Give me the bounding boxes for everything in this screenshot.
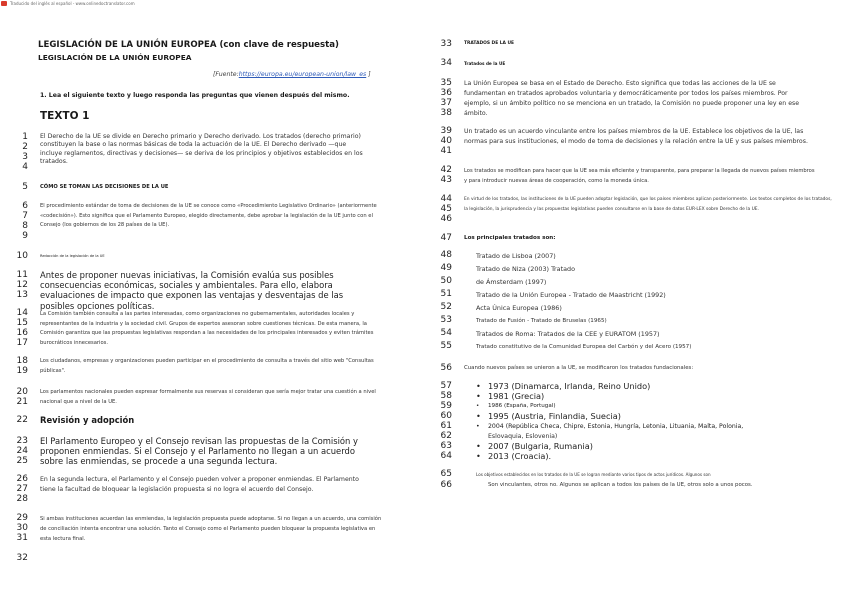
line-number: 16: [16, 328, 28, 338]
line-number: 58: [440, 391, 452, 401]
paragraph-4: La Comisión también consulta a las partes interesadas, como organizaciones no gubernamentales, autoridades locales y representantes de la industria y la sociedad civil. Grupos de expertos asesoran sobre cuestiones técnicas. De esta manera, la Comisión garantiza que las propuestas legislativas respondan a las necesidades de los principales interesados y eviten trámites burocráticos innecesarios.: [40, 311, 374, 346]
line-number: 28: [16, 494, 28, 504]
subsection-heading: Tratados de la UE: [464, 61, 506, 66]
line-number: 56: [440, 363, 452, 373]
line-number: 39: [440, 126, 452, 136]
paragraph-14: Cuando nuevos países se unieron a la UE, se modificaron los tratados fundacionales:: [464, 365, 694, 371]
line-number: 32: [16, 553, 28, 563]
banner-text: Traducido del inglés al español - www.onlinedoctranslator.com: [10, 1, 135, 6]
line-number: 41: [440, 146, 452, 156]
treaty-item: Tratado de Lisboa (2007): [476, 252, 556, 260]
treaty-item: Acta Única Europea (1986): [476, 304, 562, 312]
line-number: 36: [440, 88, 452, 98]
line-number: 37: [440, 98, 452, 108]
line-number: 11: [16, 270, 28, 280]
line-number: 24: [16, 446, 28, 456]
line-number: 63: [440, 441, 452, 451]
treaties-heading: Los principales tratados son:: [464, 235, 556, 241]
line-number: 40: [440, 136, 452, 146]
line-number: 51: [440, 289, 452, 299]
line-number: 15: [16, 318, 28, 328]
line-number: 49: [440, 263, 452, 273]
paragraph-10: La Unión Europea se basa en el Estado de Derecho. Esto significa que todas las acciones de la UE se fundamentan en tratados aprobados voluntaria y democráticamente por todos los países miembros. Por ejemplo, si un ámbito político no se menciona en un tratado, la Comisión no puede proponer una ley en ese ámbito.: [464, 80, 800, 117]
paragraph-8: En la segunda lectura, el Parlamento y el Consejo pueden volver a proponer enmiendas. El Parlamento tiene la facultad de bloquear la legislación propuesta si no logra el acuerdo del Consejo.: [40, 476, 359, 493]
line-number: 9: [22, 231, 28, 241]
line-number: 17: [16, 338, 28, 348]
paragraph-15a: Los objetivos establecidos en los tratados de la UE se logran mediante varios tipos de actos jurídicos. Algunos son: [476, 472, 711, 477]
enlargement-item: • 1995 (Austria, Finlandia, Suecia): [476, 411, 621, 421]
enlargement-item: • 2007 (Bulgaria, Rumania): [476, 441, 593, 451]
line-number: 43: [440, 175, 452, 185]
line-number: 31: [16, 533, 28, 543]
line-number: 59: [440, 401, 452, 411]
paragraph-1: El Derecho de la UE se divide en Derecho primario y Derecho derivado. Los tratados (derecho primario) constituyen la base o las normas básicas de toda la actuación de la UE. El Derecho derivado —que incluye reglamentos, directivas y decisiones— se deriva de los principios y objetivos establecidos en los tratados.: [40, 133, 363, 165]
line-number: 23: [16, 436, 28, 446]
line-number: 33: [440, 39, 452, 49]
instruction: 1. Lea el siguiente texto y luego responda las preguntas que vienen después del mismo.: [40, 92, 350, 99]
logo-icon: [1, 1, 7, 6]
paragraph-12: Los tratados se modifican para hacer que la UE sea más eficiente y transparente, para preparar la llegada de nuevos países miembros y para introducir nuevas áreas de cooperación, como la moneda única.: [464, 168, 815, 184]
line-number: 57: [440, 381, 452, 391]
line-number: 60: [440, 411, 452, 421]
line-number: 8: [22, 221, 28, 231]
enlargement-item: • 2004 (República Checa, Chipre, Estonia, Hungría, Letonia, Lituania, Malta, Polonia,: [476, 423, 743, 430]
paragraph-7: El Parlamento Europeo y el Consejo revisan las propuestas de la Comisión y proponen enmiendas. Si el Consejo y el Parlamento no llegan a un acuerdo sobre las enmiendas, se procede a una segunda lectura.: [40, 436, 358, 467]
enlargement-item: • 1973 (Dinamarca, Irlanda, Reino Unido): [476, 381, 650, 391]
line-number: 30: [16, 523, 28, 533]
translation-banner: [0, 0, 848, 8]
line-number: 1: [22, 132, 28, 142]
document-title: LEGISLACIÓN DE LA UNIÓN EUROPEA (con clave de respuesta): [38, 40, 339, 50]
line-number: 52: [440, 302, 452, 312]
line-number: 19: [16, 366, 28, 376]
line-number: 27: [16, 484, 28, 494]
line-number: 29: [16, 513, 28, 523]
enlargement-item-continued: Eslovaquia, Eslovenia): [488, 433, 558, 440]
paragraph-6: Los parlamentos nacionales pueden expresar formalmente sus reservas si consideran que sería mejor tratar una cuestión a nivel nacional que a nivel de la UE.: [40, 389, 376, 405]
paragraph-13: En virtud de los tratados, las instituciones de la UE pueden adoptar legislación, que los países miembros aplican posteriormente. Los textos completos de los tratados, la legislación, la jurisprudencia y las propuestas legislativas pueden consultarse en la base de datos EUR-LEX sobre Derecho de la UE.: [464, 197, 832, 212]
line-number: 48: [440, 250, 452, 260]
line-number: 38: [440, 108, 452, 118]
section-heading: CÓMO SE TOMAN LAS DECISIONES DE LA UE: [40, 184, 169, 190]
line-number: 47: [440, 233, 452, 243]
treaty-item: Tratado de Fusión - Tratado de Bruselas (1965): [476, 318, 607, 324]
paragraph-15b: Son vinculantes, otros no. Algunos se aplican a todos los países de la UE, otros solo a unos pocos.: [488, 482, 753, 488]
line-number: 13: [16, 290, 28, 300]
paragraph-5: Los ciudadanos, empresas y organizaciones pueden participar en el procedimiento de consulta a través del sitio web "Consultas públicas".: [40, 358, 374, 374]
line-number: 20: [16, 387, 28, 397]
section-heading-2: Revisión y adopción: [40, 415, 135, 425]
line-number: 53: [440, 315, 452, 325]
line-number: 62: [440, 431, 452, 441]
line-number: 42: [440, 165, 452, 175]
source-link[interactable]: https://europa.eu/european-union/law_es: [238, 71, 367, 78]
line-number: 25: [16, 456, 28, 466]
treaty-item: Tratado de la Unión Europea - Tratado de Maastricht (1992): [476, 291, 666, 299]
paragraph-3: Antes de proponer nuevas iniciativas, la Comisión evalúa sus posibles consecuencias económicas, sociales y ambientales. Para ello, elabora evaluaciones de impacto que exponen las ventajas y desventajas de las posibles opciones políticas.: [40, 270, 344, 311]
source-line: [Fuente:https://europa.eu/european-union/law_es ]: [213, 71, 371, 78]
line-number: 66: [440, 480, 452, 490]
line-number: 44: [440, 194, 452, 204]
line-number: 6: [22, 201, 28, 211]
treaty-item: Tratado de Niza (2003) Tratado: [476, 265, 575, 273]
line-number: 46: [440, 214, 452, 224]
line-number: 21: [16, 397, 28, 407]
line-number: 18: [16, 356, 28, 366]
line-number: 22: [16, 415, 28, 425]
section-heading: TRATADOS DE LA UE: [464, 41, 515, 46]
line-number: 65: [440, 469, 452, 479]
line-number: 7: [22, 211, 28, 221]
line-number: 54: [440, 328, 452, 338]
line-number: 55: [440, 341, 452, 351]
line-number: 2: [22, 142, 28, 152]
subsection-heading: Redacción de la legislación de la UE: [40, 254, 105, 258]
document-subtitle: LEGISLACIÓN DE LA UNIÓN EUROPEA: [38, 53, 192, 62]
line-number: 5: [22, 182, 28, 192]
paragraph-11: Un tratado es un acuerdo vinculante entre los países miembros de la UE. Establece los objetivos de la UE, las normas para sus instituciones, el modo de toma de decisiones y la relación entre la UE y sus países miembros.: [464, 128, 808, 145]
treaty-item: Tratados de Roma: Tratados de la CEE y EURATOM (1957): [476, 330, 660, 338]
line-number: 35: [440, 78, 452, 88]
enlargement-item: • 1986 (España, Portugal): [476, 403, 556, 409]
paragraph-9: Si ambas instituciones acuerdan las enmiendas, la legislación propuesta puede adoptarse. Si no llegan a un acuerdo, una comisión de conciliación intenta encontrar una solución. Tanto el Consejo como el Parlamento pueden bloquear la propuesta legislativa en esta lectura final.: [40, 516, 382, 542]
line-number: 10: [16, 251, 28, 261]
line-number: 12: [16, 280, 28, 290]
line-number: 64: [440, 451, 452, 461]
treaty-item: de Ámsterdam (1997): [476, 278, 547, 286]
line-number: 26: [16, 474, 28, 484]
text-heading: TEXTO 1: [40, 110, 90, 122]
line-number: 3: [22, 152, 28, 162]
line-number: 45: [440, 204, 452, 214]
line-number: 4: [22, 162, 28, 172]
paragraph-2: El procedimiento estándar de toma de decisiones de la UE se conoce como «Procedimiento Legislativo Ordinario» (anteriormente «codecisión»). Esto significa que el Parlamento Europeo, elegido directamente, debe aprobar la legislación de la UE junto con el Consejo (los gobiernos de los 28 países de la UE).: [40, 203, 377, 229]
line-number: 14: [16, 308, 28, 318]
line-number: 61: [440, 421, 452, 431]
treaty-item: Tratado constitutivo de la Comunidad Europea del Carbón y del Acero (1957): [476, 344, 692, 350]
enlargement-item: • 2013 (Croacia).: [476, 451, 551, 461]
enlargement-item: • 1981 (Grecia): [476, 391, 544, 401]
line-number: 50: [440, 276, 452, 286]
line-number: 34: [440, 58, 452, 68]
